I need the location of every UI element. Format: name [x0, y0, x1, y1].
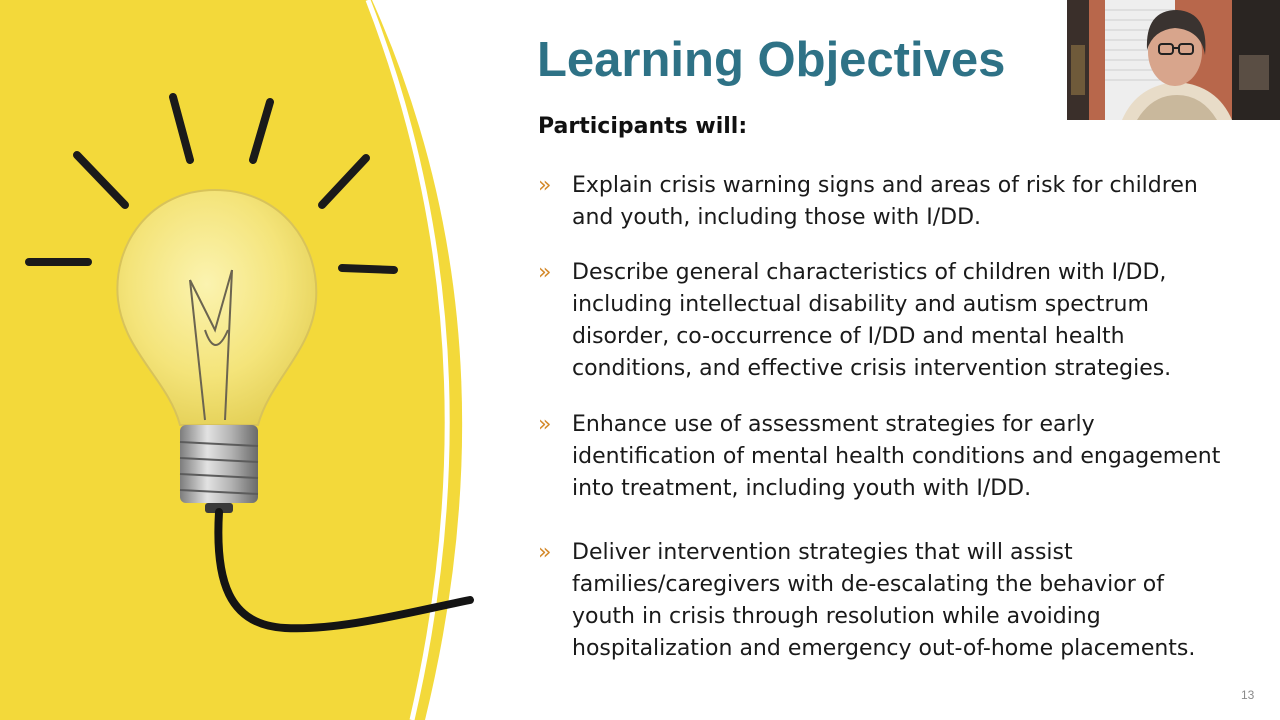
objective-item — [538, 537, 1228, 665]
webcam-scene — [1067, 0, 1280, 120]
objective-text: Enhance use of assessment strategies for early identification of mental health conditions and engagement into treatment, including youth with I/DD. — [572, 412, 1221, 501]
bullet-marker-icon: » — [538, 412, 552, 437]
slide-title: Learning Objectives — [537, 33, 1006, 87]
webcam-participant-video — [1067, 0, 1280, 120]
slide-subtitle: Participants will: — [538, 114, 748, 139]
objective-item — [538, 170, 1228, 234]
objective-text: Describe general characteristics of children with I/DD, including intellectual disability and autism spectrum disorder, co-occurrence of I/DD and mental health conditions, and effective crisis intervention strategies. — [572, 260, 1172, 381]
bullet-marker-icon: » — [538, 540, 552, 565]
objective-text: Explain crisis warning signs and areas of risk for children and youth, including those with I/DD. — [572, 173, 1198, 230]
bullet-marker-icon: » — [538, 260, 552, 285]
bullet-marker-icon: » — [538, 173, 552, 198]
objective-item — [538, 409, 1228, 505]
objective-item — [538, 257, 1228, 385]
light-bulb-illustration — [0, 0, 520, 720]
objective-text: Deliver intervention strategies that will assist families/caregivers with de-escalating the behavior of youth in crisis through resolution while avoiding hospitalization and emergency out-of-home placements. — [572, 540, 1196, 661]
page-number: 13 — [1241, 688, 1255, 702]
